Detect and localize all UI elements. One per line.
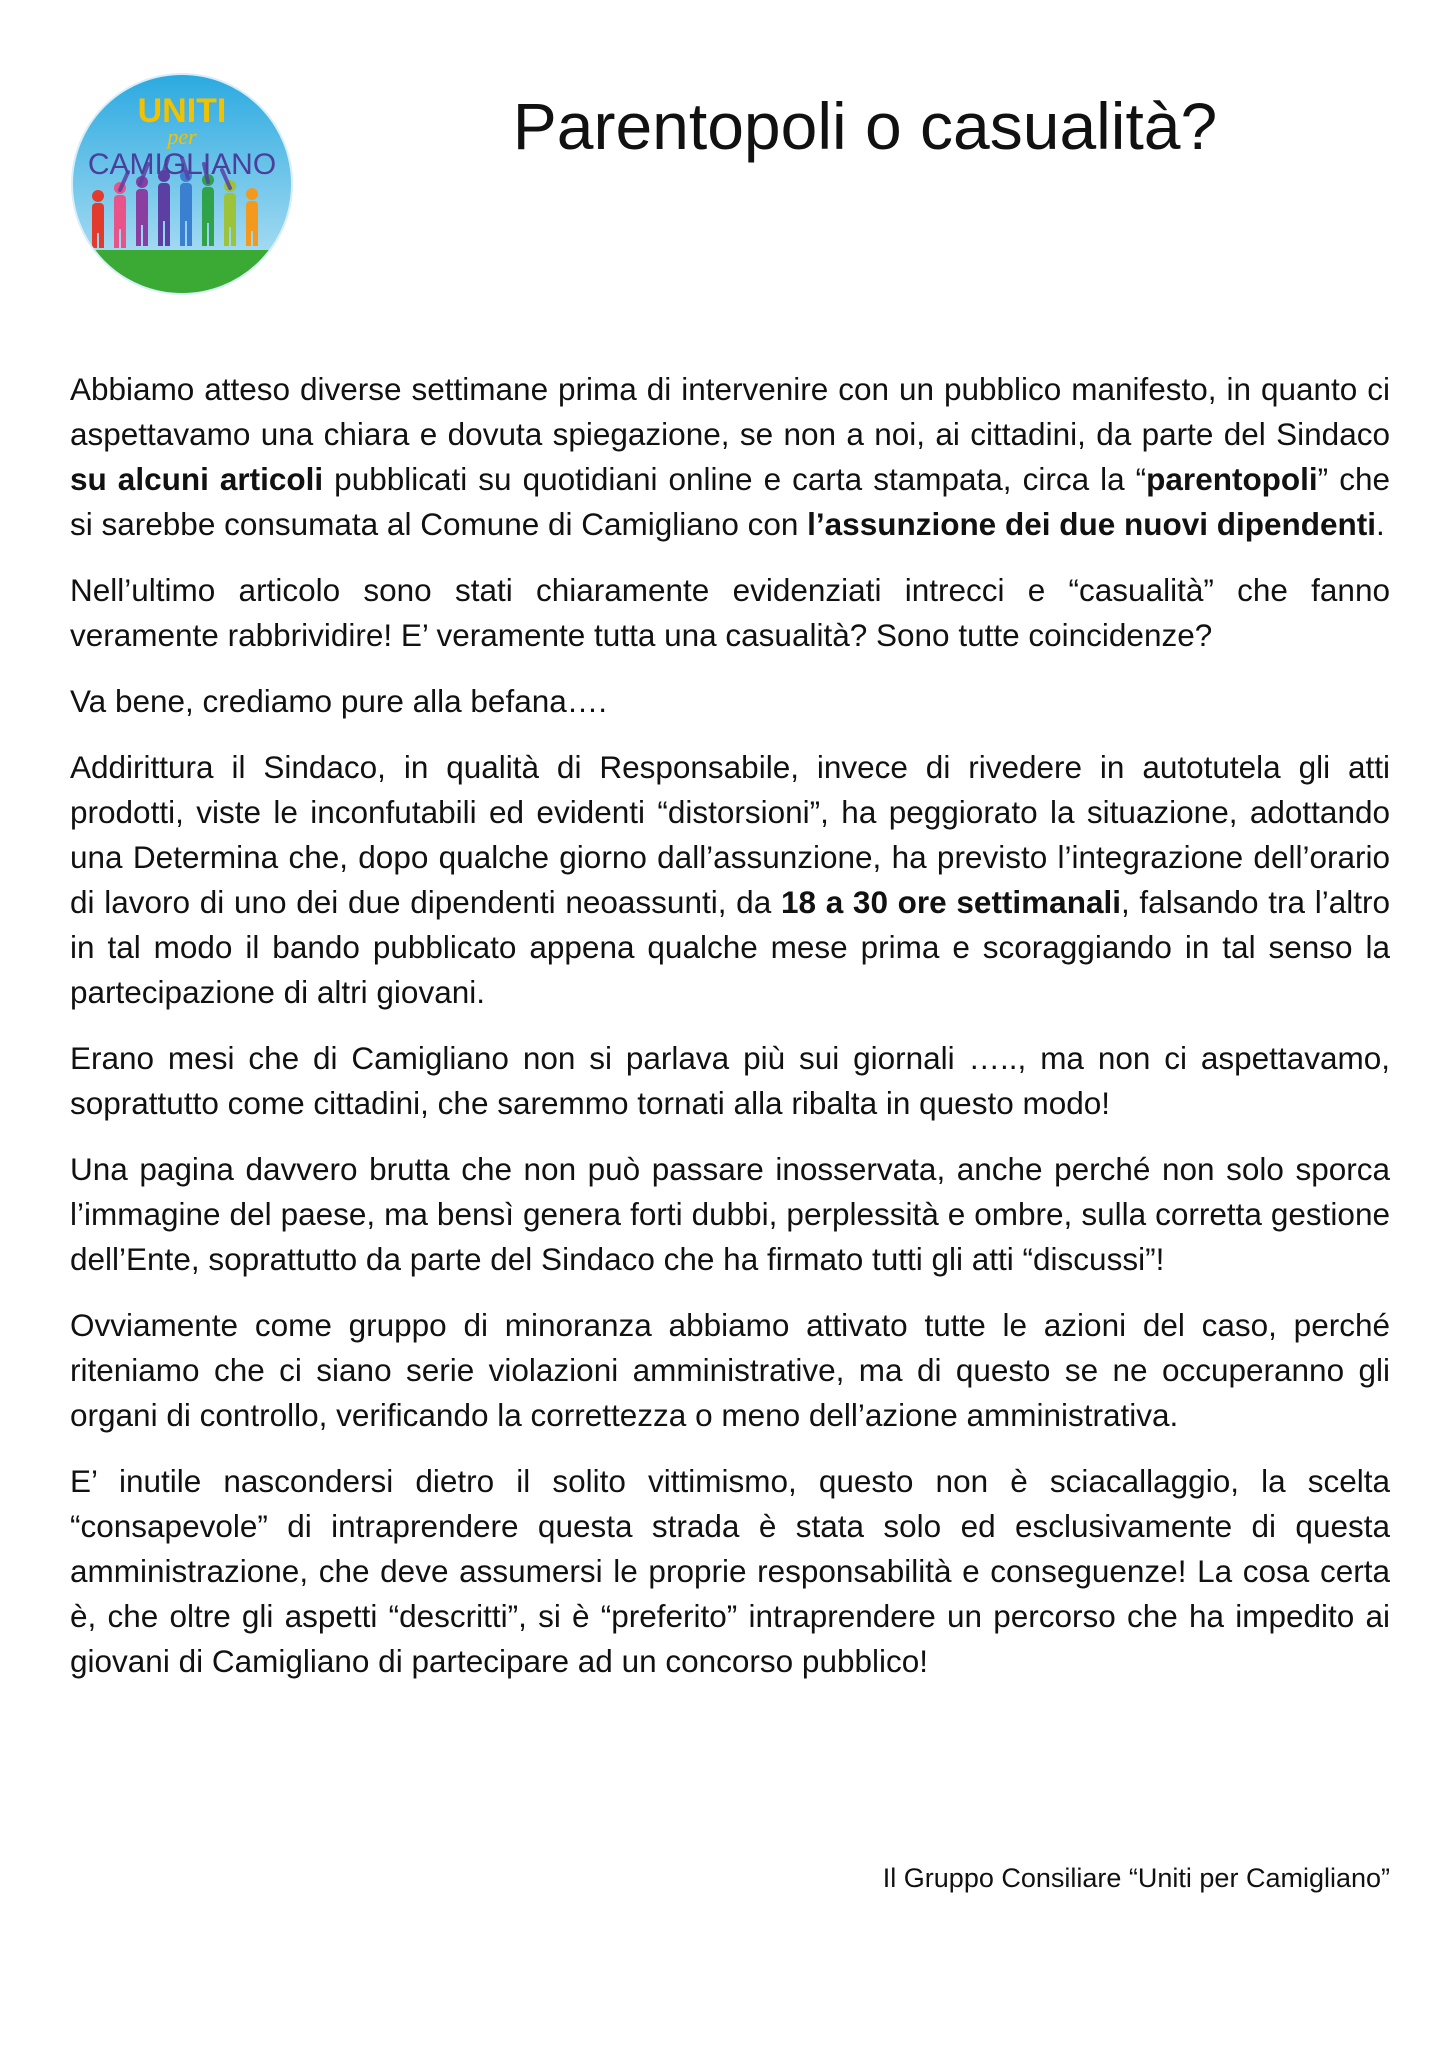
paragraph-6: Una pagina davvero brutta che non può passare inosservata, anche perché non solo sporca l’immagine del paese, ma bensì genera forti dubbi, perplessità e ombre, sulla corretta gestione dell’Ente, soprattutto da parte del Sindaco che ha firmato tutti gli atti “discussi”! (70, 1151, 1390, 1277)
paragraph-1-bold-c: l’assunzione dei due nuovi dipendenti (807, 506, 1376, 542)
paragraph-1-bold-b: parentopoli (1146, 461, 1318, 497)
paragraph-4 (70, 745, 1390, 1015)
paragraph-8: E’ inutile nascondersi dietro il solito vittimismo, questo non è sciacallaggio, la scelta “consapevole” di intraprendere questa strada è stata solo ed esclusivamente di questa amministrazione, che deve assumersi le proprie responsabilità e conseguenze! La cosa certa è, che oltre gli aspetti “descritti”, si è “preferito” intraprendere un percorso che ha impedito ai giovani di Camigliano di partecipare ad un concorso pubblico! (70, 1463, 1390, 1679)
paragraph-1-text-b: pubblicati su quotidiani online e carta stampata, circa la “ (323, 461, 1147, 497)
paragraph-3: Va bene, crediamo pure alla befana…. (70, 683, 608, 719)
paragraph-1-text-d: . (1375, 506, 1385, 542)
paragraph-4-bold-a: 18 a 30 ore settimanali (780, 884, 1121, 920)
logo-per: per (167, 124, 197, 149)
paragraph-5: Erano mesi che di Camigliano non si parlava più sui giornali ….., ma non ci aspettavamo, soprattutto come cittadini, che saremmo tornati alla ribalta in questo modo! (70, 1040, 1390, 1121)
paragraph-1-text-c: ” che si sarebbe consumata al Comune di Camigliano con (70, 461, 1390, 542)
logo-uniti: UNITI (137, 92, 227, 130)
uniti-per-camigliano-logo (70, 72, 294, 296)
logo-camigliano: CAMIGLIANO (87, 148, 277, 181)
paragraph-1-bold-a: su alcuni articoli (70, 461, 324, 497)
paragraph-2: Nell’ultimo articolo sono stati chiaramente evidenziati intrecci e “casualità” che fanno veramente rabbrividire! E’ veramente tutta una casualità? Sono tutte coincidenze? (70, 572, 1390, 653)
signature: Il Gruppo Consiliare “Uniti per Camigliano” (882, 1863, 1390, 1893)
paragraph-1-text-a: Abbiamo atteso diverse settimane prima di intervenire con un pubblico manifesto, in quanto ci aspettavamo una chiara e dovuta spiegazione, se non a noi, ai cittadini, da parte del Sindaco (70, 371, 1390, 452)
paragraph-4-text-a: Addirittura il Sindaco, in qualità di Responsabile, invece di rivedere in autotutela gli atti prodotti, viste le inconfutabili ed evidenti “distorsioni”, ha peggiorato la situazione, adottando una Determina che, dopo qualche giorno dall’assunzione, ha previsto l’integrazione dell’orario di lavoro di uno dei due dipendenti neoassunti, da (70, 749, 1390, 920)
paragraph-4-text-b: , falsando tra l’altro in tal modo il bando pubblicato appena qualche mese prima e scoraggiando in tal senso la partecipazione di altri giovani. (70, 884, 1390, 1010)
document-body (70, 367, 1390, 1705)
paragraph-1 (70, 367, 1390, 547)
paragraph-7: Ovviamente come gruppo di minoranza abbiamo attivato tutte le azioni del caso, perché riteniamo che ci siano serie violazioni amministrative, ma di questo se ne occuperanno gli organi di controllo, verificando la correttezza o meno dell’azione amministrativa. (70, 1307, 1390, 1433)
page-title: Parentopoli o casualità? (512, 89, 1218, 163)
